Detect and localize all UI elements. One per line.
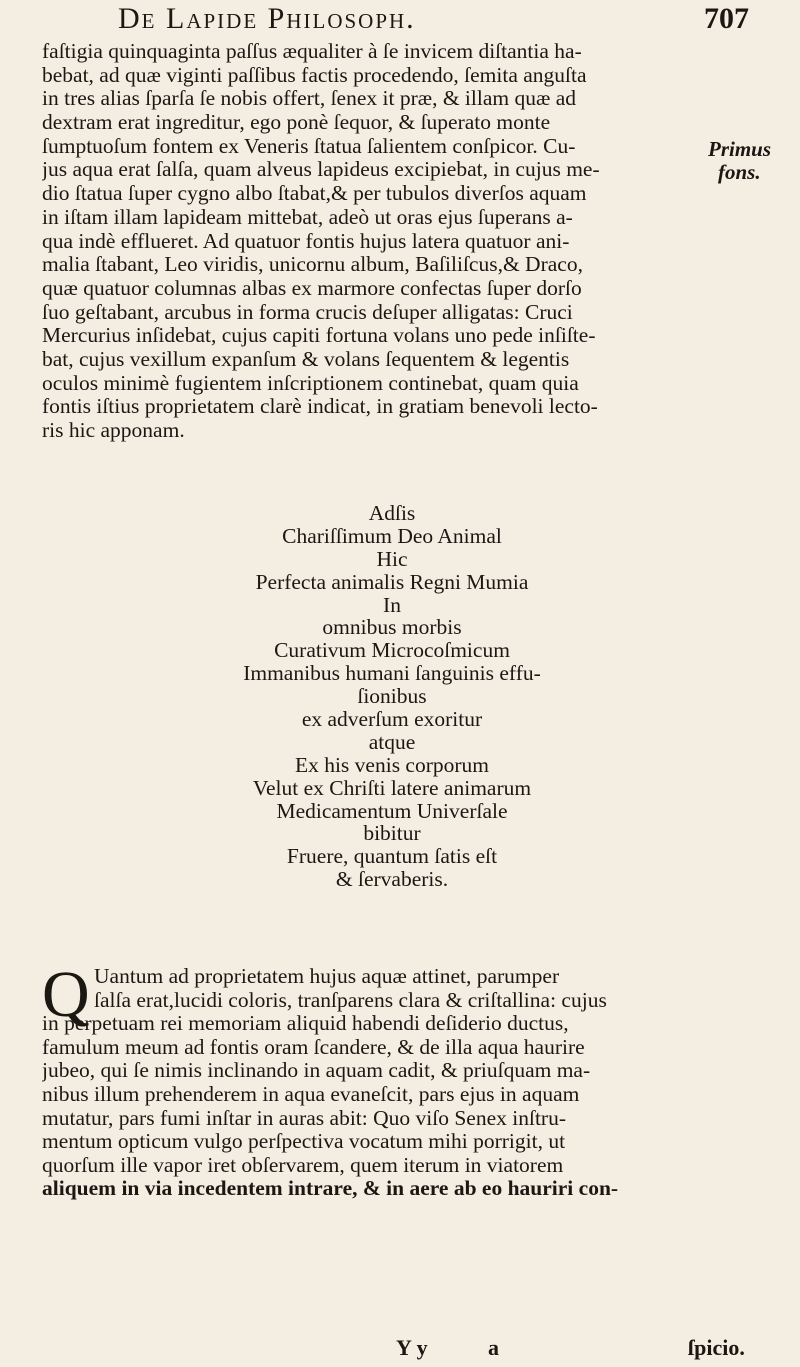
inscription-line: bibitur (363, 821, 421, 846)
text-line: dextram erat ingreditur, ego ponè ſequor, & ſuperato monte (42, 111, 551, 135)
text-line: ſuo geſtabant, arcubus in forma crucis deſuper alligatas: Cruci (42, 300, 573, 324)
inscription-line: Curativum Microcoſmicum (274, 638, 510, 663)
inscription-line: In (383, 592, 401, 617)
inscription-line: Immanibus humani ſanguinis effu- (243, 661, 541, 686)
text-line: mentum opticum vulgo perſpectiva vocatum mihi porrigit, ut (42, 1130, 566, 1154)
inscription-line: ſionibus (357, 684, 427, 709)
text-line: oculos minimè fugientem inſcriptionem continebat, quam quia (42, 371, 579, 395)
text-line: quorſum ille vapor iret obſervarem, quem iterum in viatorem (42, 1153, 564, 1177)
inscription-line: Medicamentum Univerſale (276, 798, 508, 823)
inscription-line: Fruere, quantum ſatis eſt (286, 844, 498, 869)
inscription-line: Perfecta animalis Regni Mumia (255, 569, 529, 594)
text-line: malia ſtabant, Leo viridis, unicornu album, Baſiliſcus,& Draco, (42, 253, 583, 277)
inscription-line: atque (368, 729, 416, 754)
page-number: 707 (704, 2, 749, 35)
inscription-line: Ex his venis corporum (294, 752, 490, 777)
margin-note-primus: Primus (708, 137, 772, 161)
drop-cap: Q (42, 958, 90, 1031)
inscription-line: Adſis (368, 501, 416, 525)
banner-inscription (42, 502, 742, 891)
margin-note-fons: fons. (718, 160, 761, 184)
inscription-line: ex adverſum exoritur (301, 707, 483, 732)
signature-letter: a (488, 1335, 499, 1360)
text-line: aliquem in via incedentem intrare, & in aere ab eo hauriri con- (42, 1177, 619, 1201)
text-line: ris hic apponam. (42, 419, 185, 442)
text-line: in tres alias ſparſa ſe nobis offert, ſenex it præ, & illam quæ ad (42, 87, 576, 111)
text-line: famulum meum ad fontis oram ſcandere, & de illa aqua haurire (42, 1035, 585, 1059)
text-line: in perpetuam rei memoriam aliquid habendi deſiderio ductus, (42, 1012, 569, 1036)
closing-paragraph (42, 958, 782, 1201)
page-header (0, 2, 800, 38)
text-line: in iſtam illam lapideam mittebat, adeò ut oras ejus ſuperans a- (42, 205, 573, 229)
signature-mark: Y y (396, 1335, 428, 1360)
text-line: nibus illum prehenderem in aqua evaneſcit, pars ejus in aquam (42, 1082, 580, 1106)
text-line: dio ſtatua ſuper cygno albo ſtabat,& per tubulos diverſos aquam (42, 182, 587, 206)
text-line: bebat, ad quæ viginti paſſibus factis procedendo, ſemita anguſta (42, 63, 587, 87)
text-line: ſumptuoſum fontem ex Veneris ſtatua ſalientem conſpicor. Cu- (42, 134, 576, 158)
text-line: jubeo, qui ſe nimis inclinando in aquam cadit, & priuſquam ma- (42, 1059, 591, 1083)
text-line: qua indè efflueret. Ad quatuor fontis hujus latera quatuor ani- (42, 229, 570, 253)
text-line: Uantum ad proprietatem hujus aquæ attinet, parumper (94, 965, 560, 988)
inscription-line: Chariſſimum Deo Animal (282, 523, 502, 548)
inscription-line: Velut ex Chriſti latere animarum (252, 775, 532, 800)
main-paragraph (42, 40, 742, 443)
text-line: jus aqua erat ſalſa, quam alveus lapideus excipiebat, in cujus me- (42, 158, 600, 182)
inscription-line: & ſervaberis. (335, 867, 449, 892)
text-line: quæ quatuor columnas albas ex marmore confectas ſuper dorſo (42, 276, 582, 300)
text-line: faſtigia quinquaginta paſſus æqualiter à ſe invicem diſtantia ha- (42, 40, 582, 63)
catchword: ſpicio. (688, 1335, 745, 1360)
text-line: bat, cujus vexillum expanſum & volans ſequentem & legentis (42, 347, 570, 371)
text-line: mutatur, pars fumi inſtar in auras abit: Quo viſo Senex inſtru- (42, 1106, 566, 1130)
inscription-line: omnibus morbis (322, 615, 462, 640)
running-title: De Lapide Philosoph. (118, 2, 416, 35)
text-line: Mercurius inſidebat, cujus capiti fortuna volans uno pede inſiſte- (42, 324, 596, 348)
text-line: fontis iſtius proprietatem clarè indicat, in gratiam benevoli lecto- (42, 395, 598, 419)
text-line: ſalſa erat,lucidi coloris, tranſparens clara & criſtallina: cujus (94, 988, 607, 1012)
inscription-line: Hic (376, 546, 408, 571)
